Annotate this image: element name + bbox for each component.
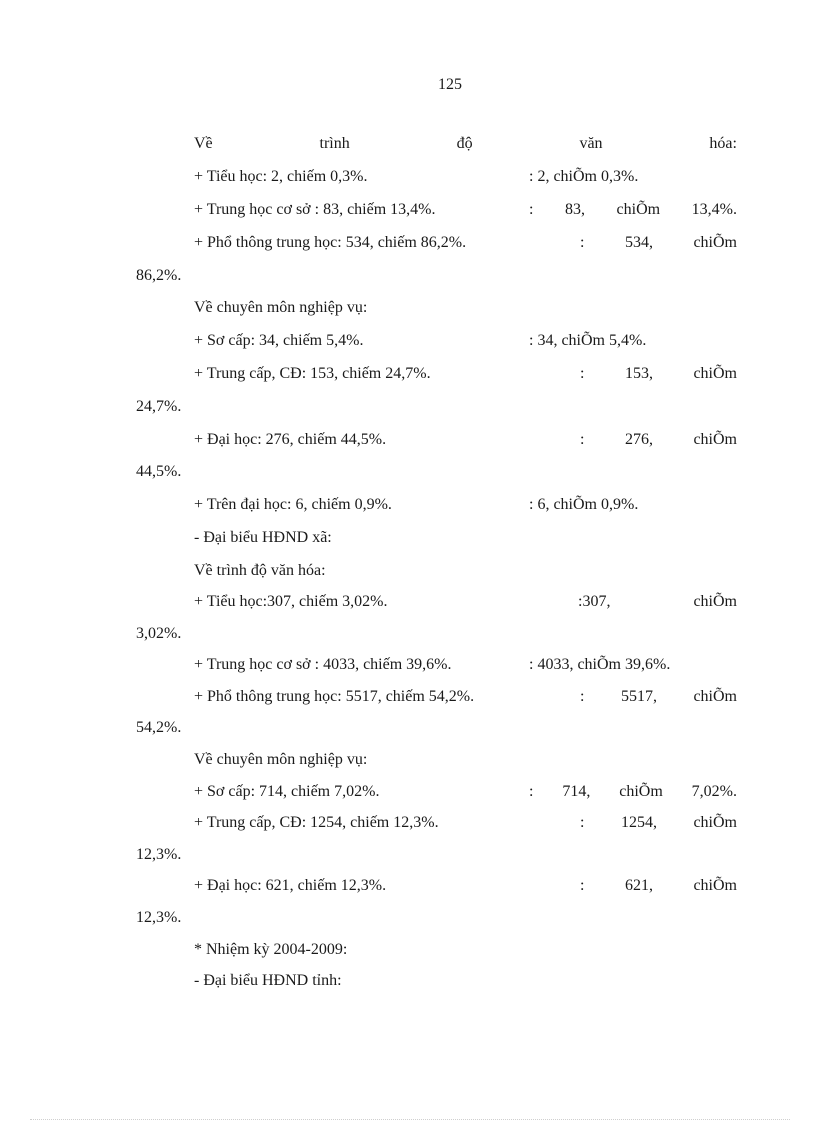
list-item: + Tiểu học:307, chiếm 3,02%. [194, 593, 388, 610]
duplicate-text [580, 430, 737, 450]
duplicate-text [578, 592, 737, 612]
subheading: Về trình độ văn hóa: [194, 562, 326, 579]
duplicate-text [529, 782, 737, 802]
word: chiÕm [693, 593, 737, 610]
word: : [580, 365, 585, 382]
word: : [580, 877, 585, 894]
word: 13,4%. [691, 201, 737, 218]
page-divider [30, 1119, 790, 1120]
list-item: + Phổ thông trung học: 534, chiếm 86,2%. [194, 234, 467, 251]
list-item: + Tiểu học: 2, chiếm 0,3%. [194, 168, 368, 185]
continuation: 3,02%. [136, 625, 182, 642]
word: 714, [562, 783, 591, 800]
word: độ [456, 135, 473, 152]
word: chiÕm [616, 201, 661, 218]
duplicate-text [580, 364, 737, 384]
word: 83, [565, 201, 585, 218]
list-item: + Trung học cơ sở : 83, chiếm 13,4%. [194, 201, 436, 218]
duplicate-text [529, 200, 737, 220]
word: chiÕm [693, 814, 737, 831]
word: 153, [624, 365, 653, 382]
word: 621, [624, 877, 653, 894]
word: chiÕm [693, 365, 737, 382]
page-number: 125 [438, 76, 462, 93]
list-item: + Trung cấp, CĐ: 153, chiếm 24,7%. [194, 365, 431, 382]
duplicate-text [580, 813, 737, 833]
list-item: + Sơ cấp: 34, chiếm 5,4%. [194, 332, 364, 349]
duplicate-text: : 4033, chiÕm 39,6%. [529, 656, 671, 673]
subheading: Về chuyên môn nghiệp vụ: [194, 751, 368, 768]
word: Về [194, 135, 213, 152]
word: : [529, 201, 534, 218]
word: : [529, 783, 534, 800]
continuation: 86,2%. [136, 267, 182, 284]
list-item: + Phổ thông trung học: 5517, chiếm 54,2%. [194, 688, 475, 705]
word: chiÕm [693, 688, 737, 705]
word: chiÕm [693, 431, 737, 448]
word: : [580, 431, 585, 448]
duplicate-text: : 6, chiÕm 0,9%. [529, 496, 639, 513]
word: 7,02%. [691, 783, 737, 800]
list-item: + Trung học cơ sở : 4033, chiếm 39,6%. [194, 656, 452, 673]
subheading: Về chuyên môn nghiệp vụ: [194, 299, 368, 316]
word: : [580, 688, 585, 705]
word: văn [579, 135, 603, 152]
list-item: + Đại học: 621, chiếm 12,3%. [194, 877, 387, 894]
continuation: 54,2%. [136, 719, 182, 736]
list-item: + Trung cấp, CĐ: 1254, chiếm 12,3%. [194, 814, 439, 831]
duplicate-text: : 2, chiÕm 0,3%. [529, 168, 639, 185]
word: chiÕm [693, 877, 737, 894]
continuation: 12,3%. [136, 909, 182, 926]
continuation: 24,7%. [136, 398, 182, 415]
list-item: + Sơ cấp: 714, chiếm 7,02%. [194, 783, 380, 800]
word: 1254, [620, 814, 657, 831]
word: 534, [624, 234, 653, 251]
list-item: + Trên đại học: 6, chiếm 0,9%. [194, 496, 392, 513]
continuation: 44,5%. [136, 463, 182, 480]
section-heading: - Đại biểu HĐND tỉnh: [194, 972, 342, 989]
list-item: + Đại học: 276, chiếm 44,5%. [194, 431, 387, 448]
duplicate-text [580, 233, 737, 253]
word: chiÕm [619, 783, 663, 800]
duplicate-text: : 34, chiÕm 5,4%. [529, 332, 647, 349]
word: : [580, 234, 585, 251]
heading-van-hoa-provincial [194, 134, 737, 154]
word: 276, [624, 431, 653, 448]
word: : [580, 814, 585, 831]
word: hóa: [709, 135, 737, 152]
word: 5517, [620, 688, 657, 705]
word: chiÕm [693, 234, 737, 251]
section-heading: - Đại biểu HĐND xã: [194, 529, 332, 546]
continuation: 12,3%. [136, 846, 182, 863]
duplicate-text [580, 876, 737, 896]
term-heading: * Nhiệm kỳ 2004-2009: [194, 941, 348, 958]
duplicate-text [580, 687, 737, 707]
word: :307, [578, 593, 611, 610]
word: trình [319, 135, 350, 152]
